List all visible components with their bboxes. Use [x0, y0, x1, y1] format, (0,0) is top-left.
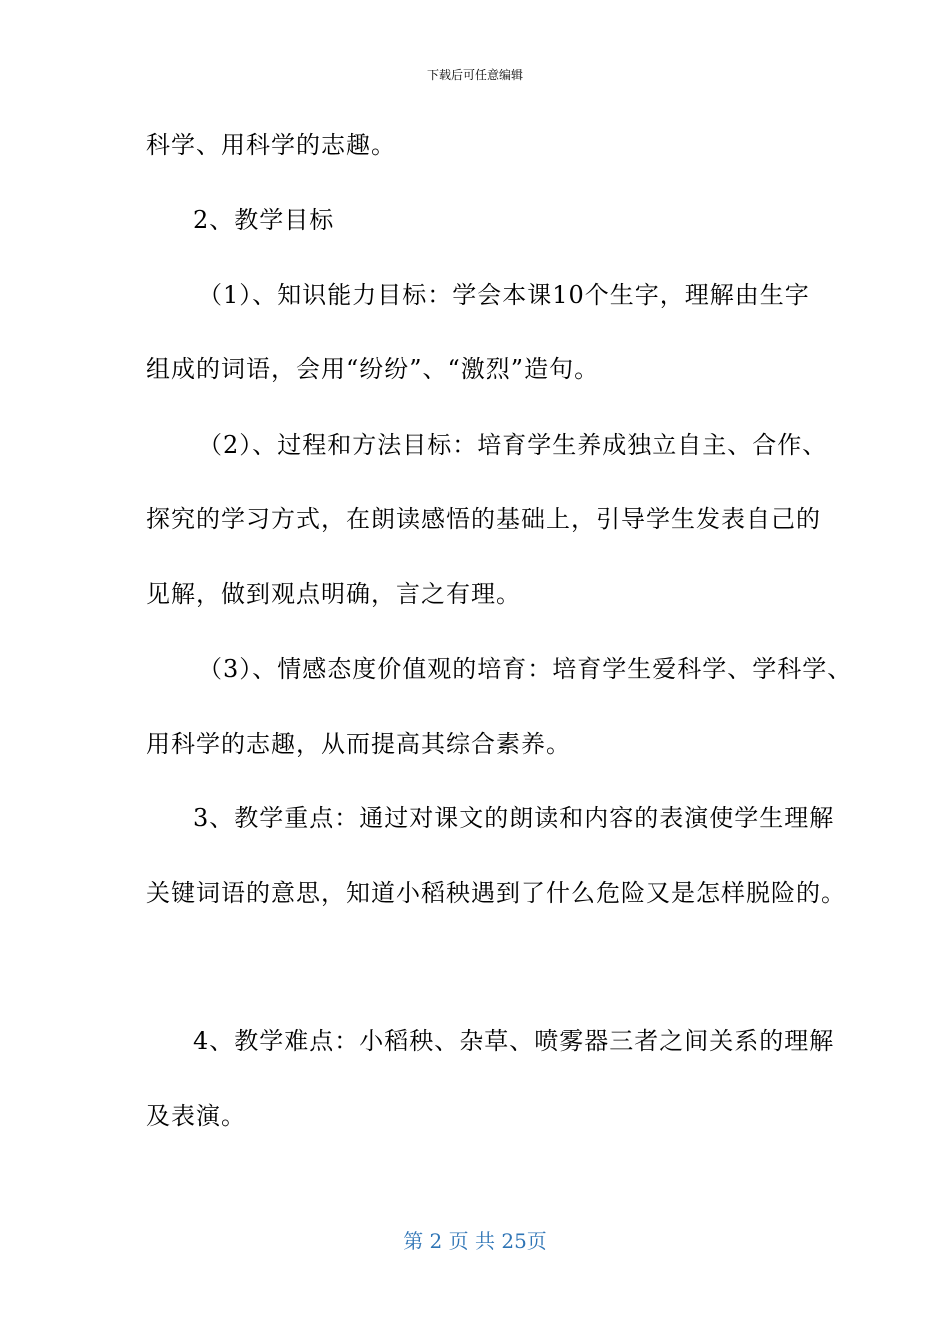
body-line-9: 用科学的志趣，从而提高其综合素养。: [146, 730, 571, 758]
body-line-12: 4、教学难点：小稻秧、杂草、喷雾器三者之间关系的理解: [193, 1027, 835, 1055]
body-line-5: （2）、过程和方法目标：培育学生养成独立自主、合作、: [198, 431, 828, 459]
page-number-footer: 第 2 页 共 25页: [403, 1229, 547, 1253]
body-line-10: 3、教学重点：通过对课文的朗读和内容的表演使学生理解: [193, 804, 835, 832]
body-line-13: 及表演。: [146, 1102, 246, 1130]
body-line-8: （3）、情感态度价值观的培育：培育学生爱科学、学科学、: [198, 655, 853, 683]
page-header: 下载后可任意编辑: [426, 68, 523, 82]
body-line-6: 探究的学习方式，在朗读感悟的基础上，引导学生发表自己的: [146, 505, 821, 533]
body-line-3: （1）、知识能力目标：学会本课10个生字，理解由生字: [198, 281, 810, 309]
body-line-7: 见解，做到观点明确，言之有理。: [146, 580, 521, 608]
body-line-11: 关键词语的意思，知道小稻秧遇到了什么危险又是怎样脱险的。: [146, 879, 846, 907]
body-line-1: 科学、用科学的志趣。: [146, 131, 396, 159]
body-line-2: 2、教学目标: [193, 206, 335, 234]
body-line-4: 组成的词语，会用“纷纷”、“激烈”造句。: [146, 355, 600, 383]
